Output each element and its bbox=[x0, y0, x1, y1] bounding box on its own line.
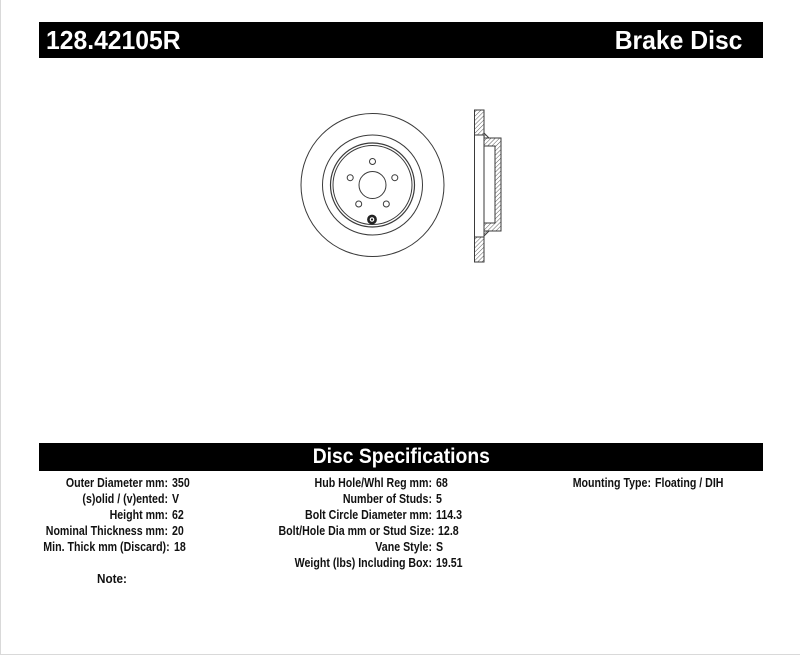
spec-label: Mounting Type: bbox=[572, 476, 651, 490]
spec-row bbox=[21, 523, 261, 539]
spec-column-right bbox=[541, 475, 781, 491]
spec-row bbox=[251, 491, 511, 507]
spec-row bbox=[21, 491, 261, 507]
stud-hole bbox=[370, 159, 376, 165]
spec-value: 68 bbox=[436, 476, 448, 490]
spec-label: Bolt Circle Diameter mm: bbox=[305, 508, 432, 522]
spec-value: V bbox=[172, 492, 180, 506]
spec-row bbox=[251, 539, 511, 555]
part-number: 128.42105R bbox=[46, 24, 181, 55]
stud-hole bbox=[392, 175, 398, 181]
spec-section-title: Disc Specifications bbox=[312, 445, 490, 468]
spec-value: 20 bbox=[172, 524, 184, 538]
spec-label: (s)olid / (v)ented: bbox=[82, 492, 168, 506]
spec-value: 19.51 bbox=[436, 556, 463, 570]
spec-label: Min. Thick mm (Discard): bbox=[43, 540, 170, 554]
stud-hole bbox=[356, 201, 362, 207]
spec-row bbox=[21, 539, 261, 555]
spec-row bbox=[251, 507, 511, 523]
set-screw-hole-center bbox=[371, 218, 373, 220]
spec-label: Bolt/Hole Dia mm or Stud Size: bbox=[278, 524, 435, 538]
hat-section bbox=[484, 138, 501, 231]
spec-section-header bbox=[39, 443, 763, 471]
hat-fillet-top bbox=[484, 133, 489, 138]
spec-row bbox=[21, 475, 261, 491]
spec-label: Vane Style: bbox=[375, 540, 432, 554]
stud-hole bbox=[347, 175, 353, 181]
spec-value: S bbox=[436, 540, 444, 554]
spec-label: Nominal Thickness mm: bbox=[45, 524, 168, 538]
spec-value: 114.3 bbox=[436, 508, 463, 522]
spec-row bbox=[251, 475, 511, 491]
brake-disc-front-view bbox=[301, 114, 444, 257]
brake-disc-cross-section bbox=[475, 110, 502, 262]
spec-value: 62 bbox=[172, 508, 184, 522]
spec-label: Hub Hole/Whl Reg mm: bbox=[314, 476, 432, 490]
brake-disc-technical-drawing bbox=[271, 85, 521, 275]
header-bar bbox=[39, 22, 763, 58]
spec-value: 18 bbox=[173, 540, 186, 554]
spec-row bbox=[541, 475, 781, 491]
hat-fillet-bottom bbox=[484, 231, 489, 236]
stud-hole bbox=[383, 201, 389, 207]
spec-value: 350 bbox=[172, 476, 190, 490]
spec-row bbox=[251, 523, 511, 539]
page-title: Brake Disc bbox=[614, 24, 742, 55]
spec-value: 5 bbox=[436, 492, 442, 506]
note-label: Note: bbox=[97, 571, 127, 586]
spec-value: 12.8 bbox=[438, 524, 460, 538]
spec-row bbox=[251, 555, 511, 571]
spec-label: Outer Diameter mm: bbox=[65, 476, 168, 490]
spec-column-center bbox=[251, 475, 511, 571]
spec-label: Weight (lbs) Including Box: bbox=[294, 556, 432, 570]
spec-label: Height mm: bbox=[109, 508, 168, 522]
spec-row bbox=[21, 507, 261, 523]
spec-value: Floating / DIH bbox=[655, 476, 724, 490]
spec-column-left bbox=[21, 475, 261, 555]
spec-label: Number of Studs: bbox=[342, 492, 432, 506]
